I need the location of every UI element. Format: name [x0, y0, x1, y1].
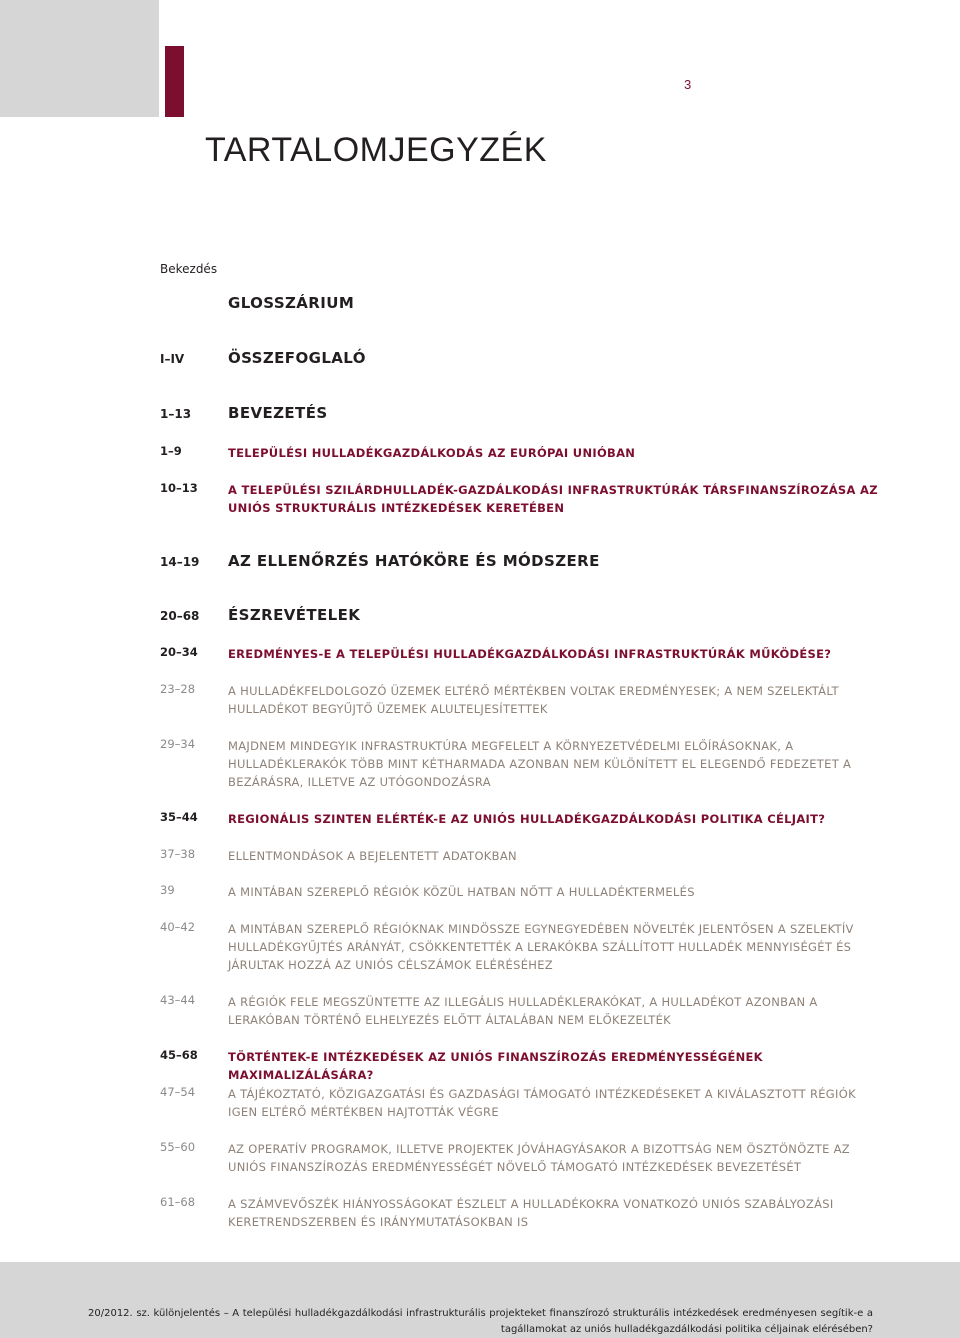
toc-entry-title: AZ OPERATÍV PROGRAMOK, ILLETVE PROJEKTEK JÓVÁHAGYÁSAKOR A BIZOTTSÁG NEM ÖSZTÖNÖZTE AZ UNIÓS FINANSZÍROZÁS EREDMÉNYESSÉGÉT NÖVELŐ TÁMOGATÓ INTÉZKEDÉSEK BEVEZETÉSÉT	[228, 1142, 850, 1174]
toc-entry-title: A RÉGIÓK FELE MEGSZÜNTETTE AZ ILLEGÁLIS HULLADÉKLERAKÓKAT, A HULLADÉKOT AZONBAN A LERAKÓBAN TÖRTÉNŐ ELHELYEZÉS ELŐTT ÁLTALÁBAN NEM ELŐKEZELTÉK	[228, 995, 818, 1027]
toc-entry-number: 20–68	[160, 609, 200, 623]
toc-entry-title: ÉSZREVÉTELEK	[228, 606, 361, 624]
toc-entry-title: MAJDNEM MINDEGYIK INFRASTRUKTÚRA MEGFELELT A KÖRNYEZETVÉDELMI ELŐÍRÁSOKNAK, A HULLADÉKLERAKÓK TÖBB MINT KÉTHARMADA AZONBAN NEM KÜLÖNÍTETT EL ELEGENDŐ FEDEZETET A BEZÁRÁSRA, ILLETVE AZ UTÓGONDOZÁSRA	[228, 739, 852, 789]
toc-entry-title: REGIONÁLIS SZINTEN ELÉRTÉK-E AZ UNIÓS HULLADÉKGAZDÁLKODÁSI POLITIKA CÉLJAIT?	[228, 812, 826, 826]
toc-entry-title: A MINTÁBAN SZEREPLŐ RÉGIÓK KÖZÜL HATBAN NŐTT A HULLADÉKTERMELÉS	[228, 885, 695, 899]
toc-entry-number: 20–34	[160, 645, 198, 659]
toc-entry-title: A TÁJÉKOZTATÓ, KÖZIGAZGATÁSI ÉS GAZDASÁGI TÁMOGATÓ INTÉZKEDÉSEKET A KIVÁLASZTOTT RÉGIÓK IGEN ELTÉRŐ MÉRTÉKBEN HAJTOTTÁK VÉGRE	[228, 1087, 856, 1119]
header-accent-bar	[165, 46, 184, 117]
toc-entry-title: BEVEZETÉS	[228, 404, 328, 422]
header-gray-block	[0, 0, 159, 117]
toc-entry-number: 1–13	[160, 407, 192, 421]
toc-entry-title: TELEPÜLÉSI HULLADÉKGAZDÁLKODÁS AZ EURÓPAI UNIÓBAN	[228, 446, 636, 460]
footer-report-reference: 20/2012. sz. különjelentés – A települési hulladékgazdálkodási infrastrukturális projekteket finanszírozó strukturális intézkedések eredményesen segítik-e a tagállamokat az uniós hulladékgazdálkodási politika céljainak elérésében?	[88, 1308, 873, 1335]
toc-entry-number: 40–42	[160, 920, 196, 934]
toc-entry-title: GLOSSZÁRIUM	[228, 294, 355, 312]
toc-entry-number: 10–13	[160, 481, 198, 495]
page-number: 3	[684, 77, 692, 92]
paragraph-column-label: Bekezdés	[160, 262, 218, 276]
toc-entry-number: 37–38	[160, 847, 196, 861]
toc-entry-title: TÖRTÉNTEK-E INTÉZKEDÉSEK AZ UNIÓS FINANSZÍROZÁS EREDMÉNYESSÉGÉNEK MAXIMALIZÁLÁSÁRA?	[228, 1050, 763, 1082]
toc-entry-number: 14–19	[160, 555, 200, 569]
toc-entry-number: 35–44	[160, 810, 198, 824]
page-title: TARTALOMJEGYZÉK	[205, 131, 547, 169]
toc-entry-title: A MINTÁBAN SZEREPLŐ RÉGIÓKNAK MINDÖSSZE EGYNEGYEDÉBEN NÖVELTÉK JELENTŐSEN A SZELEKTÍV HULLADÉKGYŰJTÉS ARÁNYÁT, CSÖKKENTETTÉK A LERAKÓKBA SZÁLLÍTOTT HULLADÉK MENNYISÉGÉT ÉS JÁRULTAK HOZZÁ AZ UNIÓS CÉLSZÁMOK ELÉRÉSÉHEZ	[228, 922, 854, 972]
toc-entry-number: 61–68	[160, 1195, 196, 1209]
toc-entry-title: ELLENTMONDÁSOK A BEJELENTETT ADATOKBAN	[228, 849, 517, 863]
toc-entry-number: 39	[160, 883, 175, 897]
toc-entry-number: 29–34	[160, 737, 196, 751]
toc-entry-number: 47–54	[160, 1085, 196, 1099]
toc-entry-title: A HULLADÉKFELDOLGOZÓ ÜZEMEK ELTÉRŐ MÉRTÉKBEN VOLTAK EREDMÉNYESEK; A NEM SZELEKTÁLT HULLADÉKOT BEGYŰJTŐ ÜZEMEK ALULTELJESÍTETTEK	[228, 684, 839, 716]
toc-entry-number: 43–44	[160, 993, 196, 1007]
toc-entry-title: A TELEPÜLÉSI SZILÁRDHULLADÉK-GAZDÁLKODÁSI INFRASTRUKTÚRÁK TÁRSFINANSZÍROZÁSA AZ UNIÓS STRUKTURÁLIS INTÉZKEDÉSEK KERETÉBEN	[228, 483, 878, 515]
toc-entry-title: AZ ELLENŐRZÉS HATÓKÖRE ÉS MÓDSZERE	[228, 552, 600, 570]
toc-entry-number: I–IV	[160, 352, 185, 366]
toc-entry-title: ÖSSZEFOGLALÓ	[228, 349, 366, 367]
toc-entry-number: 55–60	[160, 1140, 196, 1154]
toc-entry-number: 1–9	[160, 444, 182, 458]
toc-entry-number: 23–28	[160, 682, 196, 696]
toc-entry-number: 45–68	[160, 1048, 198, 1062]
toc-entry-title: EREDMÉNYES-E A TELEPÜLÉSI HULLADÉKGAZDÁLKODÁSI INFRASTRUKTÚRÁK MŰKÖDÉSE?	[228, 647, 832, 661]
toc-entry-title: A SZÁMVEVŐSZÉK HIÁNYOSSÁGOKAT ÉSZLELT A HULLADÉKOKRA VONATKOZÓ UNIÓS SZABÁLYOZÁSI KERETRENDSZERBEN ÉS IRÁNYMUTATÁSOKBAN IS	[228, 1197, 834, 1229]
